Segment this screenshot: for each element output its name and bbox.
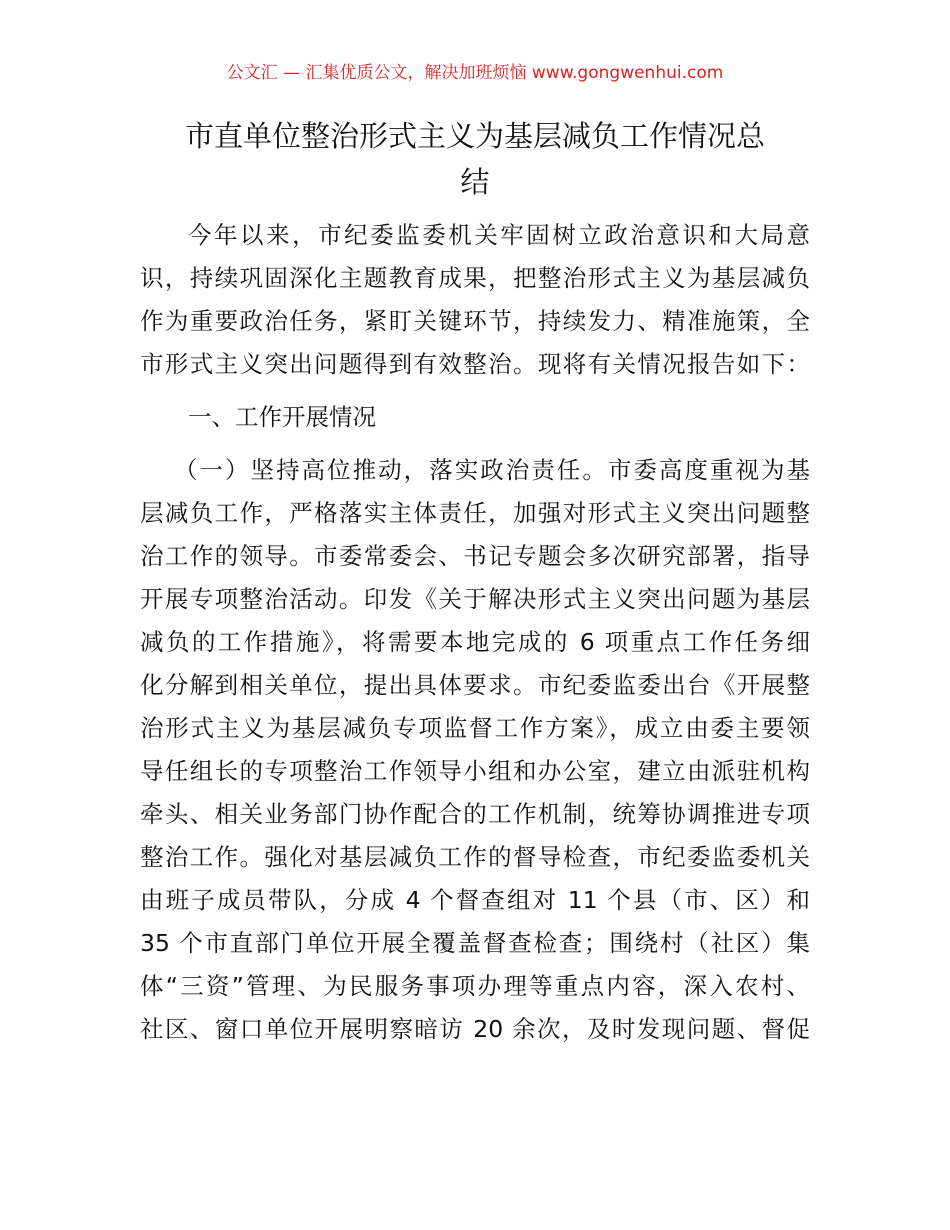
watermark-banner: 公文汇 — 汇集优质公文，解决加班烦恼 www.gongwenhui.com [226,63,724,83]
intro-paragraph [140,214,810,386]
paragraph-line: 体“三资”管理、为民服务事项办理等重点内容，深入农村、 [140,972,810,1000]
paragraph-line: 由班子成员带队，分成 4 个督查组对 11 个县（市、区）和 [140,886,810,914]
title-line: 市直单位整治形式主义为基层减负工作情况总 [184,119,765,153]
paragraph-line: 今年以来，市纪委监委机关牢固树立政治意识和大局意 [188,221,810,249]
paragraph-line: （一）坚持高位推动，落实政治责任。市委高度重视为基 [174,456,810,484]
paragraph-line: 治工作的领导。市委常委会、书记专题会多次研究部署，指导 [140,542,810,570]
paragraph-line: 层减负工作，严格落实主体责任，加强对形式主义突出问题整 [140,499,810,527]
paragraph-line: 治形式主义为基层减负专项监督工作方案》，成立由委主要领 [140,714,810,742]
paragraph-line: 社区、窗口单位开展明察暗访 20 余次，及时发现问题、督促 [140,1015,810,1043]
section-paragraph [140,449,810,1051]
paragraph-line: 作为重要政治任务，紧盯关键环节，持续发力、精准施策，全 [140,307,810,335]
section-heading: 一、工作开展情况 [188,403,376,431]
paragraph-line: 市形式主义突出问题得到有效整治。现将有关情况报告如下： [140,350,810,378]
paragraph-line: 导任组长的专项整治工作领导小组和办公室，建立由派驻机构 [140,757,810,785]
document-title [140,113,810,205]
paragraph-line: 35 个市直部门单位开展全覆盖督查检查；围绕村（社区）集 [140,929,810,957]
paragraph-line: 整治工作。强化对基层减负工作的督导检查，市纪委监委机关 [140,843,810,871]
paragraph-line: 减负的工作措施》，将需要本地完成的 6 项重点工作任务细 [140,628,810,656]
paragraph-line: 牵头、相关业务部门协作配合的工作机制，统筹协调推进专项 [140,800,810,828]
paragraph-line: 开展专项整治活动。印发《关于解决形式主义突出问题为基层 [140,585,810,613]
title-line: 结 [460,165,490,199]
paragraph-line: 化分解到相关单位，提出具体要求。市纪委监委出台《开展整 [140,671,810,699]
paragraph-line: 识，持续巩固深化主题教育成果，把整治形式主义为基层减负 [140,264,810,292]
